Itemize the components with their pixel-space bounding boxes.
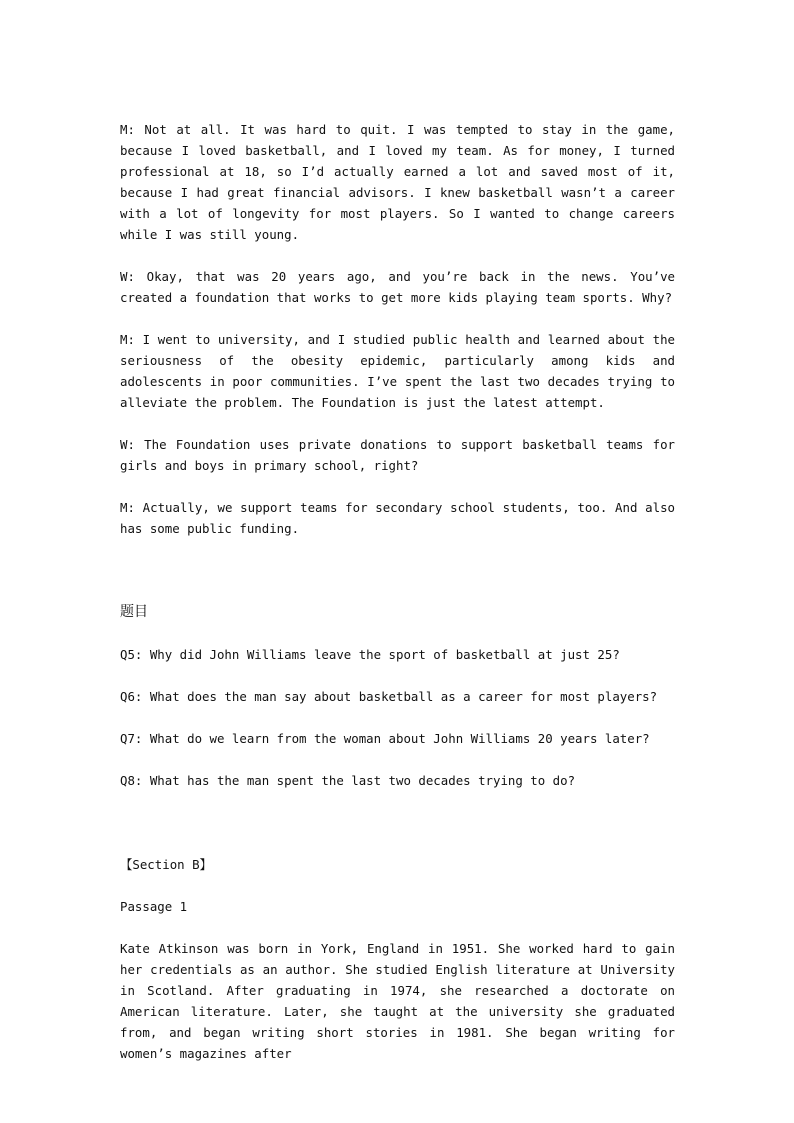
question-item: Q8: What has the man spent the last two decades trying to do? (120, 773, 576, 788)
question-item: Q7: What do we learn from the woman about John Williams 20 years later? (120, 731, 650, 746)
passage-text: Kate Atkinson was born in York, England in 1951. She worked hard to gain her credentials as an author. She studied English literature at University in Scotland. After graduating in 1974, she researched a doctorate on American literature. Later, she taught at the university she graduated from, and began writing short stories in 1981. She began writing for women’s magazines after (120, 941, 675, 1061)
dialogue-line: W: Okay, that was 20 years ago, and you’re back in the news. You’ve created a foundation that works to get more kids playing team sports. Why? (120, 269, 675, 305)
section-title: 【Section B】 (120, 857, 212, 872)
passage-label: Passage 1 (120, 899, 188, 914)
question-item: Q5: Why did John Williams leave the sport of basketball at just 25? (120, 647, 620, 662)
spacer (120, 812, 675, 854)
spacer (120, 560, 675, 602)
dialogue-line: W: The Foundation uses private donations to support basketball teams for girls and boys in primary school, right? (120, 437, 675, 473)
question-item: Q6: What does the man say about basketball as a career for most players? (120, 689, 658, 704)
questions-heading: 题目 (120, 604, 148, 620)
dialogue-line: M: Actually, we support teams for secondary school students, too. And also has some public funding. (120, 500, 675, 536)
document-page (120, 119, 675, 1085)
dialogue-line: M: I went to university, and I studied public health and learned about the seriousness of the obesity epidemic, particularly among kids and adolescents in poor communities. I’ve spent the last two decades trying to alleviate the problem. The Foundation is just the latest attempt. (120, 332, 675, 410)
dialogue-line: M: Not at all. It was hard to quit. I was tempted to stay in the game, because I loved basketball, and I loved my team. As for money, I turned professional at 18, so I’d actually earned a lot and saved most of it, because I had great financial advisors. I knew basketball wasn’t a career with a lot of longevity for most players. So I wanted to change careers while I was still young. (120, 122, 675, 242)
